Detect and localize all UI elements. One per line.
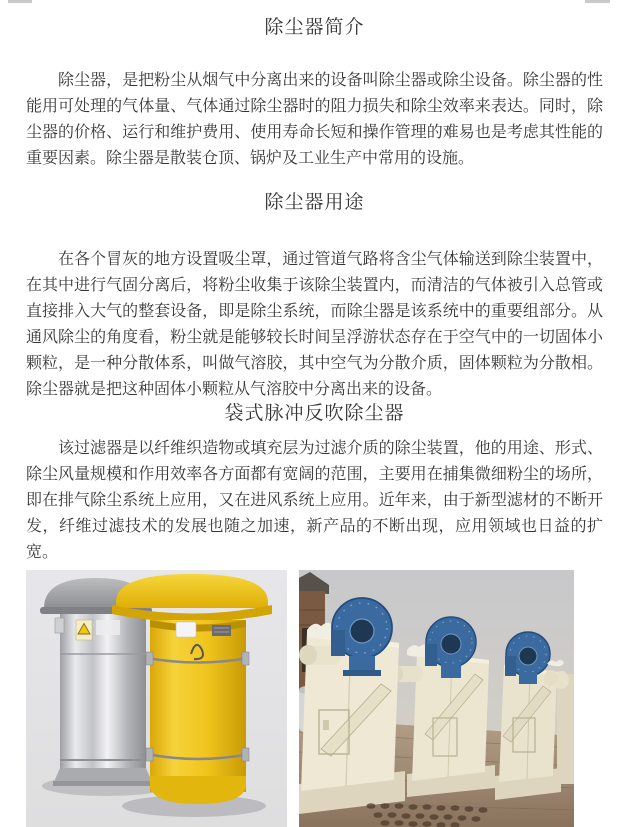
window-edge-artifact-right xyxy=(585,0,610,3)
photo-silo-top-dust-collectors xyxy=(26,570,287,827)
bag-collectors-illustration xyxy=(299,570,574,827)
section-heading-usage: 除尘器用途 xyxy=(264,191,365,213)
section-paragraph-bag-filter: 该过滤器是以纤维织造物或填充层为过滤介质的除尘装置，他的用途、形式、除尘风量规模和作用效率各方面都有宽阔的范围，主要用在捕集微细粉尘的场所，即在排气除尘系统上应用，又在进风系统上应用。近年来，由于新型滤材的不断开发，纤维过滤技术的发展也随之加速，新产品的不断出现，应用领域也日益的扩宽。 xyxy=(26,438,603,561)
section-heading-bag-filter: 袋式脉冲反吹除尘器 xyxy=(224,402,405,424)
silo-collectors-illustration xyxy=(26,570,287,827)
photo-pulse-bag-dust-collectors xyxy=(299,570,574,827)
section-heading-intro: 除尘器简介 xyxy=(264,16,365,38)
dust-collector-unit-1 xyxy=(299,598,405,814)
window-edge-artifact-left xyxy=(8,0,32,3)
section-paragraph-usage: 在各个冒灰的地方设置吸尘罩，通过管道气路将含尘气体输送到除尘装置中，在其中进行气固分离后，将粉尘收集于该除尘装置内，而清洁的气体被引入总管或直接排入大气的整套设备，即是除尘系统，而除尘器是该系统中的重要组部分。从通风除尘的角度看，粉尘就是能够较长时间呈浮游状态存在于空气中的一切固体小颗粒，是一种分散体系，叫做气溶胶，其中空气为分散介质，固体颗粒为分散相。除尘器就是把这种固体小颗粒从气溶胶中分离出来的设备。 xyxy=(26,249,603,398)
section-paragraph-intro: 除尘器，是把粉尘从烟气中分离出来的设备叫除尘器或除尘设备。除尘器的性能用可处理的气体量、气体通过除尘器时的阻力损失和除尘效率来表达。同时，除尘器的价格、运行和维护费用、使用寿命长短和操作管理的难易也是考虑其性能的重要因素。除尘器是散装仓顶、锅炉及工业生产中常用的设施。 xyxy=(26,70,603,167)
photo-row xyxy=(0,570,629,827)
